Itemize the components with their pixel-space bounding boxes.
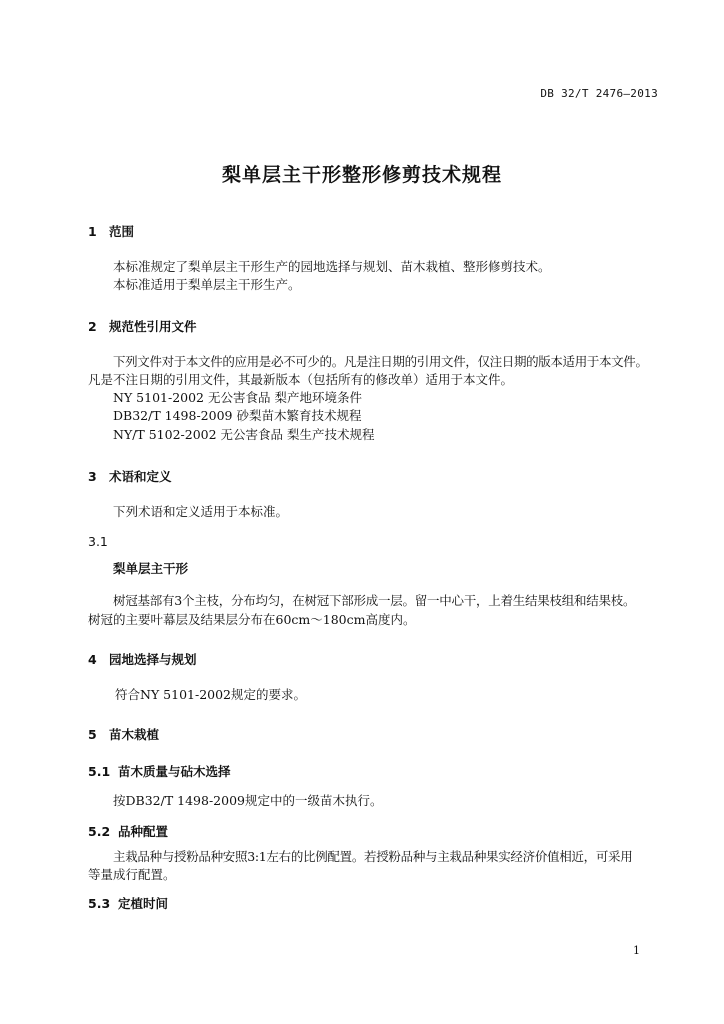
section-number: 1: [88, 224, 97, 239]
paragraph: 按DB32/T 1498-2009规定中的一级苗木执行。: [113, 793, 383, 808]
paragraph: 主栽品种与授粉品种安照3:1左右的比例配置。若授粉品种与主栽品种果实经济价值相近，可采用: [113, 849, 633, 864]
paragraph: 下列术语和定义适用于本标准。: [113, 504, 289, 519]
page-number: 1: [633, 944, 640, 957]
paragraph: 树冠的主要叶幕层及结果层分布在60cm～180cm高度内。: [88, 612, 416, 627]
paragraph: 下列文件对于本文件的应用是必不可少的。凡是注日期的引用文件，仅注日期的版本适用于本文件。: [113, 354, 648, 369]
section-number: 3: [88, 469, 97, 484]
paragraph: 本标准适用于梨单层主干形生产。: [113, 277, 301, 292]
subsection-5-3-heading: [88, 894, 168, 912]
section-title: 规范性引用文件: [109, 319, 197, 334]
section-title: 苗木栽植: [109, 727, 160, 742]
paragraph: 符合NY 5101-2002规定的要求。: [115, 687, 307, 702]
section-number: 5.2: [88, 824, 111, 839]
standard-code: DB 32/T 2476—2013: [540, 87, 658, 100]
document-title: 梨单层主干形整形修剪技术规程: [221, 164, 502, 186]
section-title: 术语和定义: [109, 469, 172, 484]
section-number: 4: [88, 652, 97, 667]
section-number: 5.1: [88, 764, 111, 779]
section-title: 苗木质量与砧木选择: [118, 764, 231, 779]
subsection-5-2-heading: [88, 822, 168, 840]
paragraph: 凡是不注日期的引用文件，其最新版本（包括所有的修改单）适用于本文件。: [88, 372, 514, 387]
section-5-heading: [88, 725, 159, 743]
subsection-3-1-number: 3.1: [88, 534, 108, 549]
reference-item: DB32/T 1498-2009 砂梨苗木繁育技术规程: [113, 408, 362, 423]
reference-item: NY 5101-2002 无公害食品 梨产地环境条件: [113, 390, 362, 405]
section-title: 园地选择与规划: [109, 652, 197, 667]
subsection-5-1-heading: [88, 762, 231, 780]
section-number: 5.3: [88, 896, 111, 911]
section-number: 2: [88, 319, 97, 334]
section-title: 范围: [109, 224, 135, 239]
section-number: 5: [88, 727, 97, 742]
paragraph: 本标准规定了梨单层主干形生产的园地选择与规划、苗木栽植、整形修剪技术。: [113, 259, 551, 274]
paragraph: 树冠基部有3个主枝，分布均匀，在树冠下部形成一层。留一中心干，上着生结果枝组和结果枝。: [113, 593, 636, 608]
section-title: 品种配置: [118, 824, 169, 839]
paragraph: 等量成行配置。: [88, 867, 176, 882]
term-title: 梨单层主干形: [113, 561, 189, 576]
section-2-heading: [88, 317, 197, 335]
section-3-heading: [88, 467, 172, 485]
section-4-heading: [88, 650, 197, 668]
reference-item: NY/T 5102-2002 无公害食品 梨生产技术规程: [113, 427, 375, 442]
section-1-heading: [88, 222, 134, 240]
section-title: 定植时间: [118, 896, 169, 911]
